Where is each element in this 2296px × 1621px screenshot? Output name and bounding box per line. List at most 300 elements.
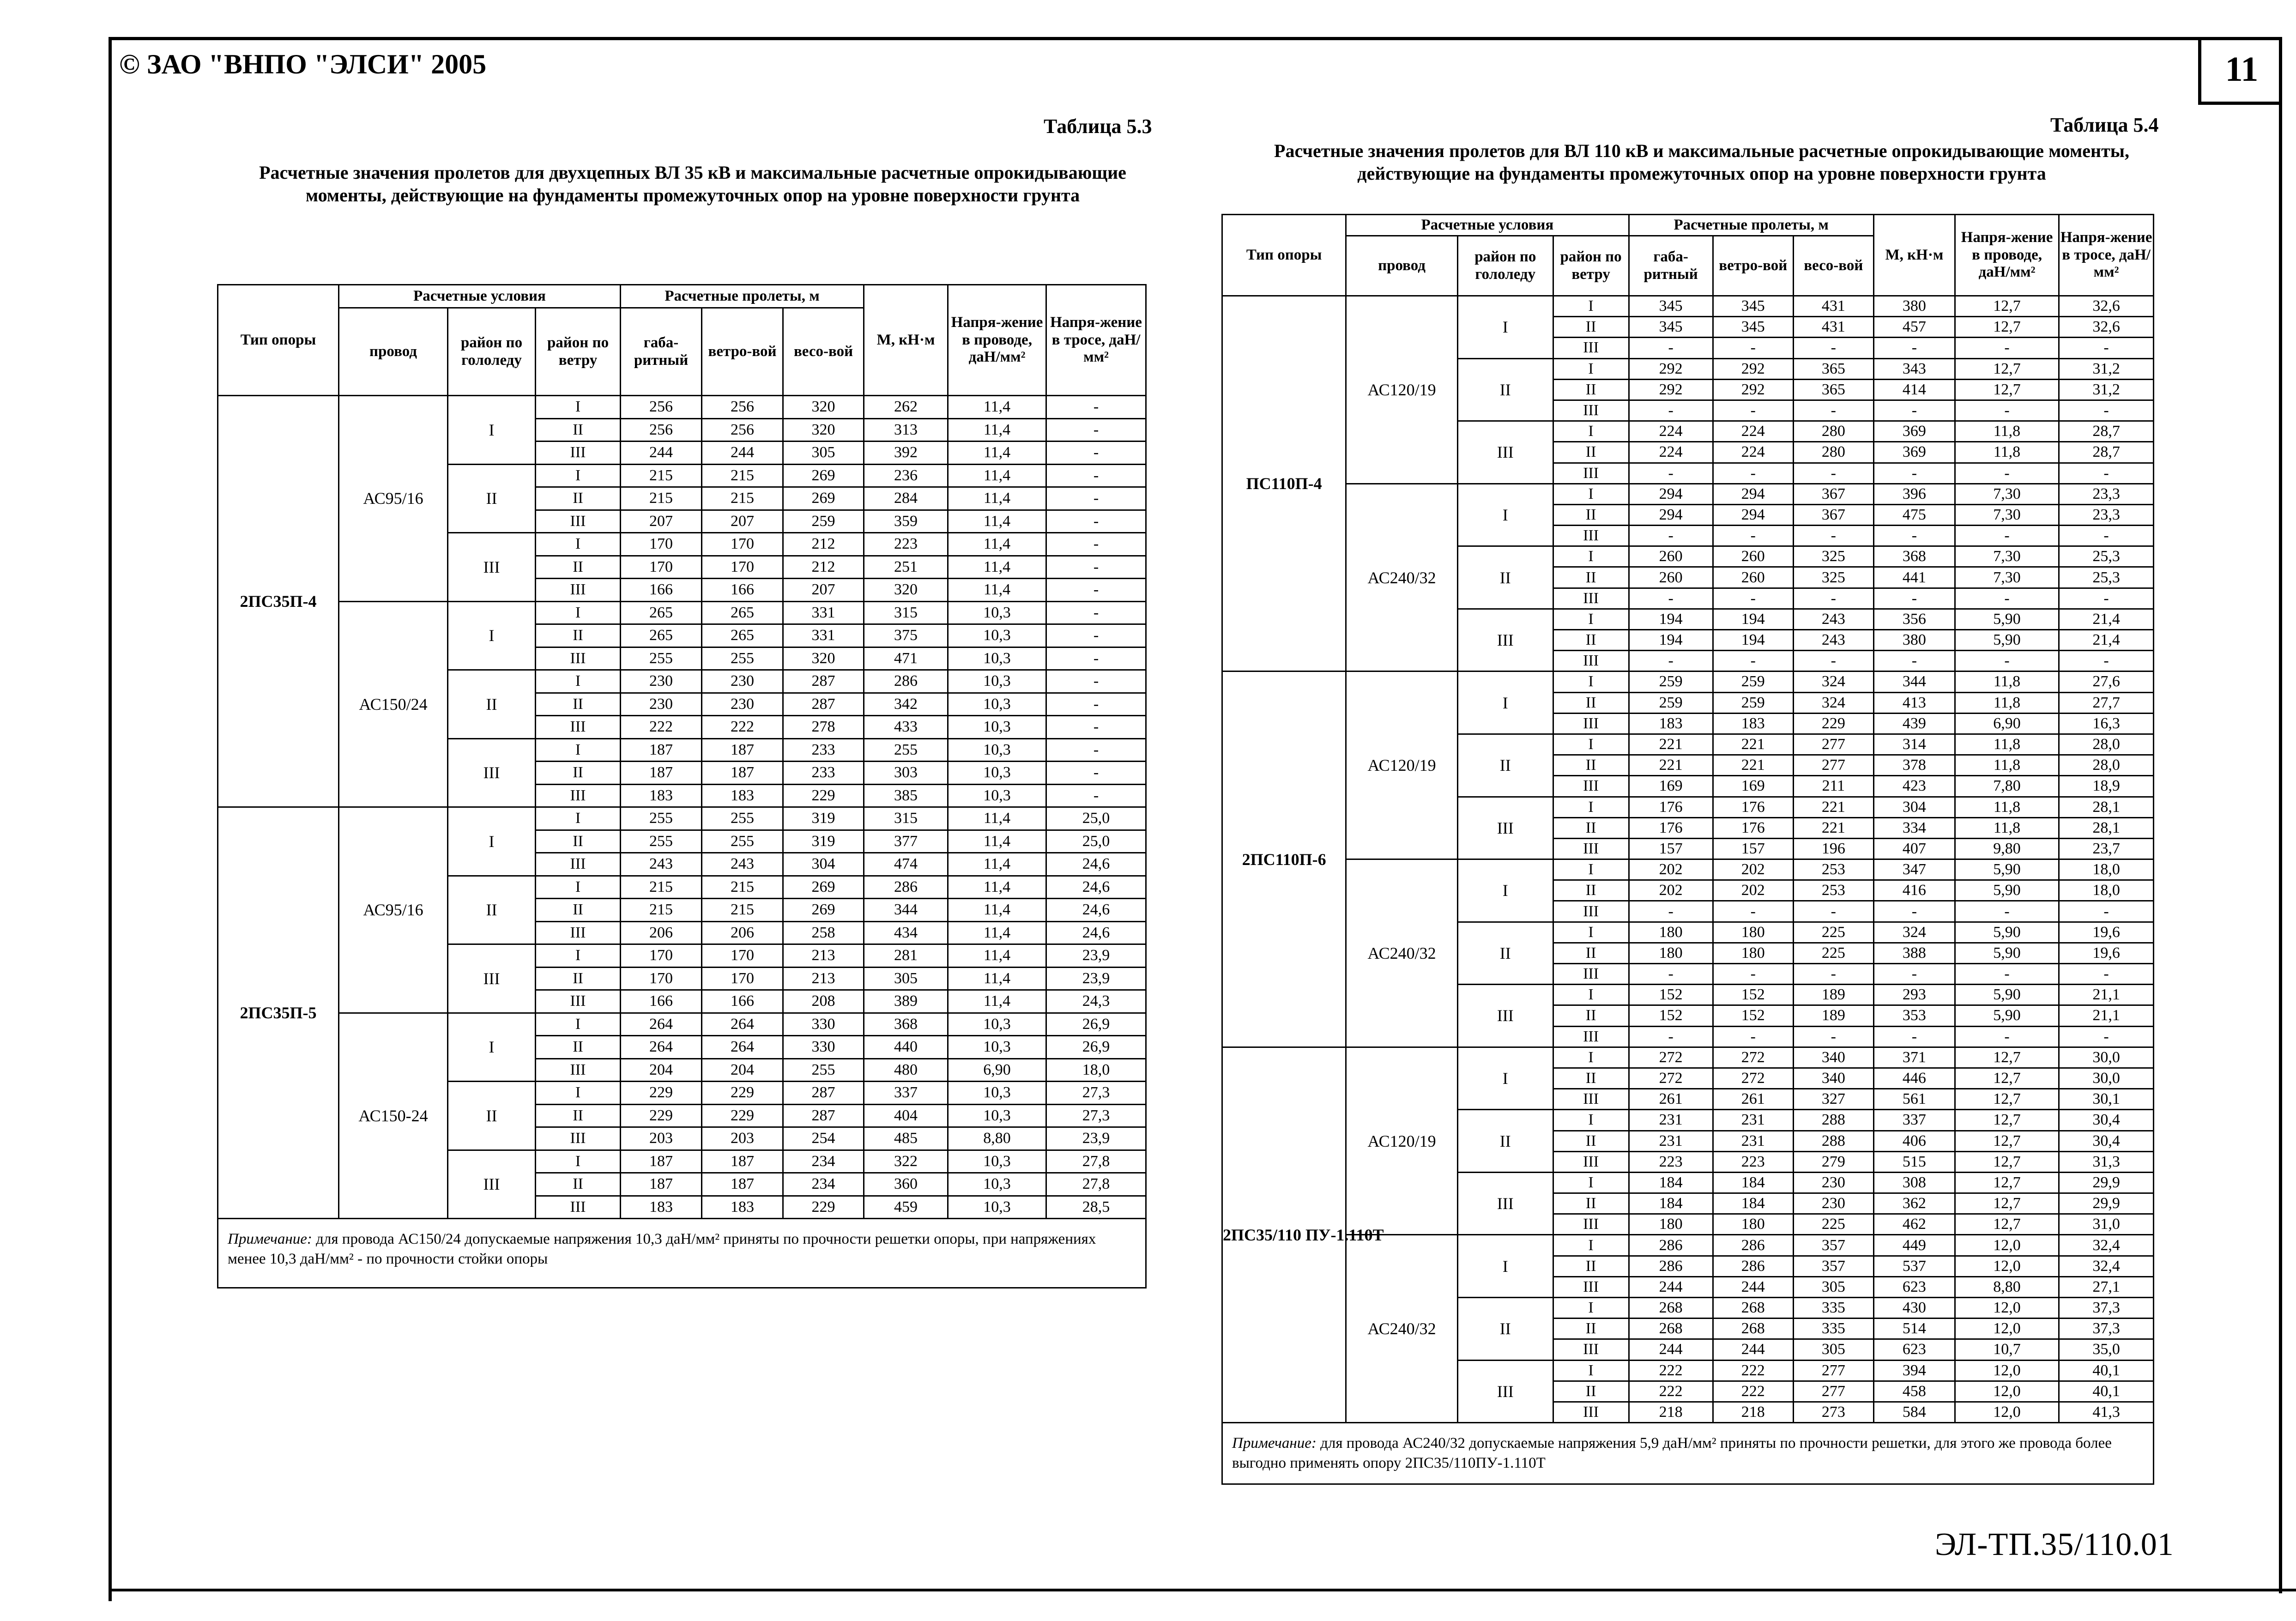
wire-type: АС240/32 <box>1346 1235 1458 1423</box>
value-cell: 287 <box>783 693 864 716</box>
value-cell: 265 <box>621 624 702 647</box>
value-cell: 187 <box>621 1150 702 1173</box>
value-cell: 187 <box>702 1150 783 1173</box>
value-cell: 236 <box>864 464 948 487</box>
note-label: Примечание: <box>1232 1435 1317 1452</box>
value-cell: 11,8 <box>1955 755 2059 776</box>
ice-region: I <box>1457 859 1553 922</box>
value-cell: 345 <box>1713 317 1793 338</box>
value-cell: 170 <box>621 533 702 556</box>
value-cell: 184 <box>1713 1172 1793 1193</box>
value-cell: 244 <box>1713 1339 1793 1360</box>
value-cell: - <box>1873 463 1955 484</box>
value-cell: - <box>2059 588 2154 609</box>
header-gab: габа-ритный <box>1629 236 1713 296</box>
value-cell: 5,90 <box>1955 630 2059 651</box>
value-cell: 286 <box>1629 1235 1713 1256</box>
value-cell: 369 <box>1873 421 1955 442</box>
wind-region: I <box>536 533 621 556</box>
table-5-4-label: Таблица 5.4 <box>2050 114 2159 136</box>
wind-region: II <box>536 1173 621 1196</box>
value-cell: 337 <box>864 1082 948 1105</box>
value-cell: 10,3 <box>948 1150 1046 1173</box>
value-cell: 212 <box>783 556 864 579</box>
wind-region: III <box>1553 1089 1629 1110</box>
table-row <box>1222 296 2154 317</box>
value-cell: 292 <box>1629 379 1713 400</box>
value-cell: 244 <box>1629 1339 1713 1360</box>
value-cell: - <box>1793 964 1873 985</box>
header-type: Тип опоры <box>218 285 339 396</box>
value-cell: 230 <box>1793 1172 1873 1193</box>
wind-region: III <box>1553 526 1629 546</box>
value-cell: 325 <box>1793 546 1873 567</box>
wind-region: I <box>536 396 621 419</box>
value-cell: 431 <box>1793 296 1873 317</box>
value-cell: 623 <box>1873 1339 1955 1360</box>
value-cell: 255 <box>702 647 783 670</box>
value-cell: 222 <box>1713 1381 1793 1402</box>
value-cell: 184 <box>1629 1193 1713 1214</box>
value-cell: 157 <box>1629 838 1713 859</box>
value-cell: 157 <box>1713 838 1793 859</box>
value-cell: 183 <box>621 784 702 807</box>
value-cell: 305 <box>783 442 864 465</box>
wind-region: I <box>1553 1235 1629 1256</box>
value-cell: 11,4 <box>948 967 1046 990</box>
value-cell: - <box>1793 526 1873 546</box>
value-cell: 304 <box>783 853 864 876</box>
value-cell: - <box>1955 588 2059 609</box>
wire-type: АС120/19 <box>1346 671 1458 859</box>
value-cell: 27,1 <box>2059 1276 2154 1297</box>
value-cell: - <box>1873 651 1955 671</box>
value-cell: 10,3 <box>948 1013 1046 1036</box>
value-cell: 12,7 <box>1955 296 2059 317</box>
value-cell: 25,0 <box>1046 807 1146 830</box>
value-cell: 11,4 <box>948 830 1046 853</box>
value-cell: 365 <box>1793 358 1873 379</box>
value-cell: - <box>1793 651 1873 671</box>
value-cell: 258 <box>783 921 864 944</box>
value-cell: 215 <box>621 899 702 922</box>
value-cell: 305 <box>864 967 948 990</box>
value-cell: 31,2 <box>2059 379 2154 400</box>
value-cell: 261 <box>1713 1089 1793 1110</box>
value-cell: 459 <box>864 1196 948 1219</box>
value-cell: 259 <box>1629 671 1713 692</box>
wind-region: II <box>1553 943 1629 963</box>
value-cell: 229 <box>1793 713 1873 734</box>
value-cell: 10,3 <box>948 716 1046 739</box>
wind-region: I <box>536 464 621 487</box>
value-cell: 7,30 <box>1955 484 2059 504</box>
value-cell: - <box>2059 964 2154 985</box>
value-cell: - <box>1046 418 1146 442</box>
note-text: для провода АС150/24 допускаемые напряжения 10,3 даН/мм² приняты по прочности решетки опоры, при напряжениях менее 10,3 даН/мм² - по прочности стойки опоры <box>228 1231 1096 1267</box>
value-cell: 169 <box>1713 776 1793 797</box>
value-cell: 294 <box>1629 504 1713 525</box>
value-cell: 24,6 <box>1046 876 1146 899</box>
ice-region: II <box>448 670 536 739</box>
wind-region: I <box>536 1013 621 1036</box>
value-cell: 170 <box>702 967 783 990</box>
value-cell: - <box>1955 400 2059 421</box>
value-cell: - <box>1793 901 1873 922</box>
wind-region: II <box>1553 567 1629 588</box>
wind-region: I <box>536 1082 621 1105</box>
value-cell: 337 <box>1873 1110 1955 1131</box>
value-cell: - <box>1629 901 1713 922</box>
value-cell: 377 <box>864 830 948 853</box>
value-cell: 176 <box>1629 817 1713 838</box>
value-cell: 11,4 <box>948 487 1046 510</box>
value-cell: 265 <box>702 601 783 624</box>
value-cell: 243 <box>1793 630 1873 651</box>
wind-region: III <box>1553 1339 1629 1360</box>
value-cell: 10,3 <box>948 647 1046 670</box>
value-cell: 27,3 <box>1046 1104 1146 1127</box>
value-cell: 233 <box>783 738 864 762</box>
value-cell: 292 <box>1713 379 1793 400</box>
value-cell: 345 <box>1629 317 1713 338</box>
value-cell: 277 <box>1793 1360 1873 1381</box>
value-cell: 180 <box>1713 922 1793 943</box>
value-cell: 12,0 <box>1955 1360 2059 1381</box>
value-cell: 10,3 <box>948 693 1046 716</box>
value-cell: 221 <box>1713 734 1793 755</box>
value-cell: 12,7 <box>1955 317 2059 338</box>
value-cell: 10,3 <box>948 1082 1046 1105</box>
value-cell: 305 <box>1793 1339 1873 1360</box>
value-cell: 203 <box>702 1127 783 1150</box>
value-cell: - <box>1713 964 1793 985</box>
value-cell: 474 <box>864 853 948 876</box>
ice-region: I <box>1457 296 1553 359</box>
value-cell: 294 <box>1629 484 1713 504</box>
value-cell: 253 <box>1793 880 1873 901</box>
value-cell: 166 <box>621 579 702 602</box>
value-cell: 169 <box>1629 776 1713 797</box>
header-wind: район по ветру <box>1553 236 1629 296</box>
value-cell: 344 <box>864 899 948 922</box>
value-cell: 414 <box>1873 379 1955 400</box>
value-cell: 212 <box>783 533 864 556</box>
value-cell: 12,0 <box>1955 1298 2059 1319</box>
wind-region: III <box>1553 1276 1629 1297</box>
value-cell: - <box>1046 716 1146 739</box>
value-cell: 207 <box>702 510 783 533</box>
value-cell: 6,90 <box>948 1058 1046 1082</box>
value-cell: 12,7 <box>1955 1131 2059 1151</box>
value-cell: 10,3 <box>948 1173 1046 1196</box>
value-cell: 184 <box>1629 1172 1713 1193</box>
copyright: © ЗАО "ВНПО "ЭЛСИ" 2005 <box>119 49 487 79</box>
wind-region: I <box>536 670 621 693</box>
wind-region: II <box>1553 1319 1629 1339</box>
value-cell: 202 <box>1629 859 1713 880</box>
value-cell: 27,3 <box>1046 1082 1146 1105</box>
value-cell: 231 <box>1713 1110 1793 1131</box>
header-ice: район по гололеду <box>1457 236 1553 296</box>
value-cell: - <box>1046 601 1146 624</box>
wind-region: I <box>1553 358 1629 379</box>
value-cell: 335 <box>1793 1319 1873 1339</box>
value-cell: - <box>1629 651 1713 671</box>
value-cell: 180 <box>1629 1214 1713 1235</box>
value-cell: 215 <box>621 487 702 510</box>
value-cell: 28,0 <box>2059 755 2154 776</box>
value-cell: 269 <box>783 464 864 487</box>
value-cell: 357 <box>1793 1235 1873 1256</box>
note-row <box>1222 1423 2154 1484</box>
value-cell: 230 <box>621 670 702 693</box>
header-stress-rope: Напря-жение в тросе, даН/мм² <box>2059 215 2154 296</box>
value-cell: 21,1 <box>2059 985 2154 1005</box>
value-cell: 345 <box>1629 296 1713 317</box>
value-cell: - <box>1955 463 2059 484</box>
value-cell: - <box>1046 442 1146 465</box>
value-cell: 7,30 <box>1955 504 2059 525</box>
value-cell: 170 <box>621 944 702 968</box>
value-cell: 12,7 <box>1955 1089 2059 1110</box>
value-cell: 170 <box>621 556 702 579</box>
value-cell: 264 <box>621 1036 702 1059</box>
value-cell: 12,7 <box>1955 1151 2059 1172</box>
value-cell: - <box>1713 338 1793 358</box>
wind-region: I <box>536 944 621 968</box>
value-cell: 259 <box>783 510 864 533</box>
value-cell: 183 <box>621 1196 702 1219</box>
value-cell: 32,4 <box>2059 1256 2154 1276</box>
wind-region: II <box>1553 630 1629 651</box>
value-cell: 12,0 <box>1955 1319 2059 1339</box>
value-cell: - <box>1046 738 1146 762</box>
value-cell: 471 <box>864 647 948 670</box>
value-cell: - <box>1629 400 1713 421</box>
wind-region: II <box>1553 692 1629 713</box>
wind-region: II <box>1553 755 1629 776</box>
value-cell: - <box>2059 400 2154 421</box>
header-row-1 <box>1222 215 2154 236</box>
value-cell: 5,90 <box>1955 985 2059 1005</box>
value-cell: 224 <box>1713 421 1793 442</box>
wind-region: I <box>536 738 621 762</box>
value-cell: 206 <box>702 921 783 944</box>
value-cell: 218 <box>1713 1402 1793 1422</box>
wind-region: II <box>1553 1256 1629 1276</box>
value-cell: 21,4 <box>2059 630 2154 651</box>
header-wind: район по ветру <box>536 308 621 396</box>
value-cell: 272 <box>1629 1068 1713 1089</box>
value-cell: 325 <box>1793 567 1873 588</box>
value-cell: 243 <box>621 853 702 876</box>
drawing-frame-right <box>2279 37 2282 1593</box>
value-cell: 261 <box>1629 1089 1713 1110</box>
value-cell: 27,6 <box>2059 671 2154 692</box>
ice-region: II <box>1457 922 1553 985</box>
value-cell: 12,7 <box>1955 358 2059 379</box>
value-cell: 27,8 <box>1046 1173 1146 1196</box>
value-cell: 457 <box>1873 317 1955 338</box>
wind-region: II <box>1553 379 1629 400</box>
value-cell: 281 <box>864 944 948 968</box>
value-cell: 320 <box>783 647 864 670</box>
value-cell: 335 <box>1793 1298 1873 1319</box>
value-cell: 277 <box>1793 734 1873 755</box>
value-cell: 28,5 <box>1046 1196 1146 1219</box>
value-cell: 292 <box>1713 358 1793 379</box>
wind-region: II <box>536 967 621 990</box>
value-cell: 320 <box>783 418 864 442</box>
wind-region: I <box>1553 484 1629 504</box>
value-cell: 430 <box>1873 1298 1955 1319</box>
value-cell: 314 <box>1873 734 1955 755</box>
ice-region: III <box>448 1150 536 1219</box>
value-cell: 367 <box>1793 484 1873 504</box>
value-cell: 12,7 <box>1955 1193 2059 1214</box>
value-cell: 187 <box>621 1173 702 1196</box>
value-cell: - <box>1046 670 1146 693</box>
value-cell: 277 <box>1793 1381 1873 1402</box>
wind-region: III <box>536 510 621 533</box>
value-cell: 223 <box>864 533 948 556</box>
value-cell: 7,30 <box>1955 546 2059 567</box>
support-type: 2ПС35/110 ПУ-1.110Т <box>1222 1047 1346 1422</box>
value-cell: 7,30 <box>1955 567 2059 588</box>
value-cell: 272 <box>1713 1068 1793 1089</box>
value-cell: 268 <box>1629 1298 1713 1319</box>
value-cell: 12,7 <box>1955 379 2059 400</box>
wind-region: I <box>1553 1298 1629 1319</box>
value-cell: 187 <box>621 738 702 762</box>
value-cell: 368 <box>864 1013 948 1036</box>
support-type: 2ПС35П-5 <box>218 807 339 1219</box>
value-cell: - <box>1793 338 1873 358</box>
value-cell: 340 <box>1793 1047 1873 1068</box>
wind-region: II <box>1553 442 1629 463</box>
wire-type: АС120/19 <box>1346 1047 1458 1235</box>
header-ves: весо-вой <box>783 308 864 396</box>
wind-region: II <box>536 830 621 853</box>
value-cell: 324 <box>1793 671 1873 692</box>
value-cell: 222 <box>1713 1360 1793 1381</box>
value-cell: 514 <box>1873 1319 1955 1339</box>
wind-region: I <box>1553 296 1629 317</box>
value-cell: 255 <box>621 807 702 830</box>
value-cell: 23,7 <box>2059 838 2154 859</box>
table-5-3-title: Расчетные значения пролетов для двухцепных ВЛ 35 кВ и максимальные расчетные опрокидывающие моменты, действующие на фундаменты промежуточных опор на уровне поверхности грунта <box>259 162 1126 206</box>
value-cell: 315 <box>864 601 948 624</box>
value-cell: 25,3 <box>2059 567 2154 588</box>
note-row <box>218 1219 1146 1288</box>
value-cell: 255 <box>783 1058 864 1082</box>
value-cell: 11,4 <box>948 876 1046 899</box>
value-cell: 225 <box>1793 943 1873 963</box>
value-cell: 37,3 <box>2059 1319 2154 1339</box>
ice-region: II <box>1457 358 1553 421</box>
value-cell: 392 <box>864 442 948 465</box>
wind-region: III <box>1553 776 1629 797</box>
value-cell: 218 <box>1629 1402 1713 1422</box>
value-cell: 11,4 <box>948 464 1046 487</box>
value-cell: 31,3 <box>2059 1151 2154 1172</box>
value-cell: - <box>1046 510 1146 533</box>
header-gab: габа-ритный <box>621 308 702 396</box>
wind-region: II <box>536 899 621 922</box>
value-cell: 207 <box>783 579 864 602</box>
value-cell: 256 <box>621 418 702 442</box>
wind-region: III <box>1553 400 1629 421</box>
value-cell: 286 <box>1629 1256 1713 1276</box>
value-cell: 229 <box>621 1082 702 1105</box>
wind-region: III <box>536 1127 621 1150</box>
value-cell: 180 <box>1713 1214 1793 1235</box>
ice-region: III <box>1457 1172 1553 1235</box>
value-cell: 196 <box>1793 838 1873 859</box>
value-cell: 262 <box>864 396 948 419</box>
value-cell: 347 <box>1873 859 1955 880</box>
ice-region: III <box>1457 421 1553 484</box>
value-cell: - <box>1873 588 1955 609</box>
note-text: для провода АС240/32 допускаемые напряжения 5,9 даН/мм² приняты по прочности решетки, для этого же провода более выгодно применять опору 2ПС35/110ПУ-1.110Т <box>1232 1435 2112 1472</box>
table-5-4-title: Расчетные значения пролетов для ВЛ 110 кВ и максимальные расчетные опрокидывающие моменты, действующие на фундаменты промежуточных опор на уровне поверхности грунта <box>1274 140 2129 184</box>
value-cell: 416 <box>1873 880 1955 901</box>
value-cell: 331 <box>783 624 864 647</box>
value-cell: 255 <box>621 647 702 670</box>
wind-region: II <box>536 556 621 579</box>
value-cell: 260 <box>1713 567 1793 588</box>
wind-region: I <box>536 876 621 899</box>
value-cell: - <box>1713 463 1793 484</box>
wind-region: III <box>536 716 621 739</box>
value-cell: - <box>1046 693 1146 716</box>
value-cell: - <box>1713 901 1793 922</box>
value-cell: - <box>1046 624 1146 647</box>
header-spans: Расчетные пролеты, м <box>621 285 864 308</box>
value-cell: 215 <box>702 464 783 487</box>
value-cell: 29,9 <box>2059 1172 2154 1193</box>
wind-region: I <box>1553 1047 1629 1068</box>
wind-region: III <box>1553 463 1629 484</box>
value-cell: 32,6 <box>2059 296 2154 317</box>
value-cell: 7,80 <box>1955 776 2059 797</box>
value-cell: 260 <box>1629 546 1713 567</box>
ice-region: III <box>448 533 536 602</box>
value-cell: 287 <box>783 670 864 693</box>
wind-region: II <box>536 1104 621 1127</box>
value-cell: 273 <box>1793 1402 1873 1422</box>
value-cell: 11,4 <box>948 944 1046 968</box>
value-cell: 485 <box>864 1127 948 1150</box>
value-cell: 35,0 <box>2059 1339 2154 1360</box>
wind-region: III <box>1553 651 1629 671</box>
wire-type: АС240/32 <box>1346 484 1458 671</box>
value-cell: 183 <box>702 784 783 807</box>
header-moment: М, кН·м <box>864 285 948 396</box>
value-cell: 268 <box>1713 1298 1793 1319</box>
wind-region: III <box>1553 713 1629 734</box>
value-cell: 234 <box>783 1150 864 1173</box>
value-cell: 189 <box>1793 1005 1873 1026</box>
value-cell: 480 <box>864 1058 948 1082</box>
value-cell: 28,1 <box>2059 817 2154 838</box>
value-cell: 221 <box>1629 734 1713 755</box>
value-cell: - <box>1955 338 2059 358</box>
value-cell: 222 <box>702 716 783 739</box>
value-cell: 320 <box>864 579 948 602</box>
value-cell: 315 <box>864 807 948 830</box>
